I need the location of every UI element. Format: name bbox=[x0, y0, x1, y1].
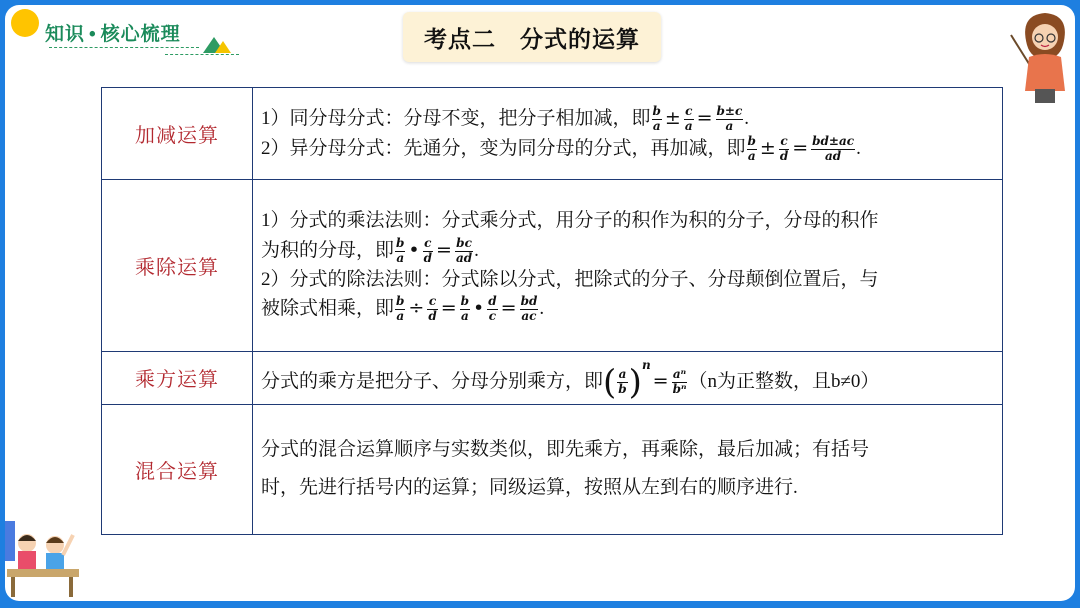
slide-frame bbox=[5, 5, 1075, 601]
fraction bbox=[395, 295, 405, 324]
numerator: c bbox=[424, 235, 432, 250]
denominator: a bbox=[460, 309, 469, 324]
operator: • bbox=[473, 297, 485, 319]
fraction bbox=[455, 237, 473, 266]
numerator: b±c bbox=[716, 103, 743, 118]
logo-left: 知识 bbox=[45, 24, 86, 45]
operator: = bbox=[792, 136, 809, 159]
fraction bbox=[487, 295, 497, 324]
denominator: a bbox=[652, 118, 661, 133]
row-label-add-sub: 加减运算 bbox=[102, 88, 253, 180]
row-label-mixed: 混合运算 bbox=[102, 404, 253, 534]
numerator: aⁿ bbox=[672, 367, 687, 382]
denominator: a bbox=[747, 148, 756, 163]
text: . bbox=[474, 239, 479, 261]
operator: ± bbox=[759, 136, 776, 159]
logo-right: 核心梳理 bbox=[100, 24, 181, 45]
table-row bbox=[102, 352, 1003, 405]
denominator: ad bbox=[455, 250, 473, 265]
row-body-power bbox=[253, 352, 1003, 405]
text: 为积的分母，即 bbox=[261, 239, 395, 261]
add-sub-rule-1 bbox=[261, 104, 996, 134]
fraction bbox=[716, 105, 744, 134]
numerator: bd±ac bbox=[812, 133, 855, 148]
fraction bbox=[423, 237, 433, 266]
logo-bullet: • bbox=[89, 24, 97, 45]
row-body-mul-div bbox=[253, 180, 1003, 352]
fraction bbox=[520, 295, 539, 324]
operator: ÷ bbox=[408, 297, 425, 319]
row-label-mul-div: 乘除运算 bbox=[102, 180, 253, 352]
fraction bbox=[427, 295, 437, 324]
fraction bbox=[811, 135, 855, 164]
operator: ± bbox=[664, 106, 681, 129]
mul-rule-line-2 bbox=[261, 236, 996, 266]
numerator: b bbox=[652, 103, 661, 118]
text: 被除式相乘，即 bbox=[261, 298, 395, 319]
mixed-rule-line-2: 时，先进行括号内的运算；同级运算，按照从左到右的顺序进行. bbox=[261, 477, 798, 499]
table-row bbox=[102, 180, 1003, 352]
numerator: b bbox=[396, 294, 405, 309]
denominator: d bbox=[428, 309, 437, 324]
operator: = bbox=[500, 297, 517, 319]
numerator: d bbox=[488, 294, 497, 309]
fraction bbox=[460, 295, 470, 324]
fraction bbox=[747, 135, 757, 164]
text: . bbox=[856, 137, 861, 159]
summary-table bbox=[101, 87, 1003, 535]
numerator: b bbox=[396, 235, 405, 250]
logo-underline-2 bbox=[165, 54, 239, 55]
section-logo bbox=[45, 19, 181, 46]
operator: = bbox=[696, 106, 713, 129]
denominator: a bbox=[396, 309, 405, 324]
denominator: d bbox=[779, 148, 789, 163]
div-rule-line-1: 2）分式的除法法则：分式除以分式，把除式的分子、分母颠倒位置后，与 bbox=[261, 268, 879, 290]
exponent: n bbox=[641, 358, 651, 372]
mixed-rule-line-1: 分式的混合运算顺序与实数类似，即先乘方，再乘除，最后加减；有括号 bbox=[261, 439, 870, 461]
operator: = bbox=[436, 238, 452, 261]
table-row bbox=[102, 88, 1003, 180]
fraction bbox=[684, 105, 694, 134]
denominator: ad bbox=[825, 148, 842, 163]
div-rule-line-2 bbox=[261, 294, 996, 324]
header-dot-icon bbox=[11, 9, 39, 37]
denominator: a bbox=[725, 118, 734, 133]
add-sub-rule-2 bbox=[261, 134, 996, 164]
fraction bbox=[395, 237, 405, 266]
table-row bbox=[102, 404, 1003, 534]
text: 2）异分母分式：先通分，变为同分母的分式，再加减，即 bbox=[261, 137, 746, 159]
denominator: d bbox=[423, 250, 433, 265]
mul-rule-line-1: 1）分式的乘法法则：分式乘分式，用分子的积作为积的分子，分母的积作 bbox=[261, 210, 879, 232]
fraction bbox=[672, 368, 688, 397]
denominator: bⁿ bbox=[672, 382, 687, 397]
row-label-power: 乘方运算 bbox=[102, 352, 253, 405]
fraction bbox=[652, 105, 662, 134]
denominator: b bbox=[618, 382, 627, 397]
operator: • bbox=[408, 238, 420, 261]
text: . bbox=[744, 107, 750, 129]
page-title: 考点二 分式的运算 bbox=[403, 12, 661, 62]
logo-underline bbox=[49, 47, 199, 48]
numerator: c bbox=[428, 294, 437, 309]
text: . bbox=[539, 298, 545, 319]
text: 1）同分母分式：分母不变，把分子相加减，即 bbox=[261, 107, 651, 129]
denominator: ac bbox=[521, 309, 537, 324]
text: 分式的乘方是把分子、分母分别乘方，即 bbox=[261, 371, 604, 392]
numerator: c bbox=[780, 133, 788, 148]
numerator: a bbox=[618, 367, 627, 382]
power-rule bbox=[261, 356, 996, 403]
text: （n为正整数，且b≠0） bbox=[688, 371, 880, 392]
students-illustration-icon bbox=[5, 513, 81, 601]
operator: = bbox=[652, 370, 669, 392]
denominator: a bbox=[684, 118, 693, 133]
numerator: b bbox=[460, 294, 470, 309]
fraction bbox=[779, 135, 789, 164]
denominator: c bbox=[488, 309, 497, 324]
mountain-small-icon bbox=[215, 41, 231, 53]
numerator: bd bbox=[520, 294, 538, 309]
numerator: bc bbox=[456, 235, 472, 250]
teacher-illustration-icon bbox=[1005, 5, 1075, 105]
left-paren: ( bbox=[603, 362, 617, 403]
right-paren: ) bbox=[628, 362, 642, 403]
fraction bbox=[617, 368, 627, 397]
row-body-mixed bbox=[253, 404, 1003, 534]
numerator: c bbox=[685, 103, 693, 118]
numerator: b bbox=[747, 133, 756, 148]
denominator: a bbox=[396, 250, 405, 265]
row-body-add-sub bbox=[253, 88, 1003, 180]
operator: = bbox=[440, 297, 457, 319]
